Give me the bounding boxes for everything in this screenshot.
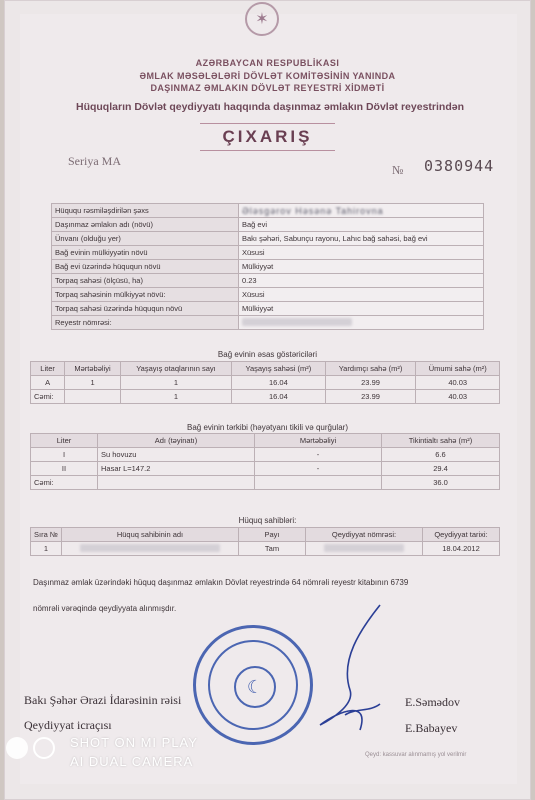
info-value: Xüsusi xyxy=(239,288,484,302)
info-value: Mülkiyyət xyxy=(239,302,484,316)
registration-text-line1: Daşınmaz əmlak üzərindəki hüquq daşınmaz əmlakın Dövlət reyestrində 64 nömrəli reyestr kitabının 6739 xyxy=(33,578,409,587)
number-label: № xyxy=(392,163,404,177)
col-header: Yardımçı sahə (m²) xyxy=(325,362,416,376)
owners-table xyxy=(30,527,500,556)
structure-table-caption: Bağ evinin tərkibi (həyətyanı tikili və qurğular) xyxy=(187,423,348,432)
total-row: Cəmi: 36.0 xyxy=(31,476,500,490)
info-row xyxy=(52,302,484,316)
info-label: Ünvanı (olduğu yer) xyxy=(52,232,239,246)
col-header: Liter xyxy=(31,362,65,376)
info-value: 0.23 xyxy=(239,274,484,288)
table-row: 1 Tam 18.04.2012 xyxy=(31,542,500,556)
office-signatory-name: E.Səmədov xyxy=(405,695,460,709)
info-label: Hüququ rəsmiləşdirilən şəxs xyxy=(52,204,239,218)
camera-watermark-dot-icon xyxy=(6,737,28,759)
info-label: Daşınmaz əmlakın adı (növü) xyxy=(52,218,239,232)
camera-watermark-ring-icon xyxy=(33,737,55,759)
owners-table-caption: Hüquq sahibləri: xyxy=(238,516,297,525)
info-label: Torpaq sahəsi (ölçüsü, ha) xyxy=(52,274,239,288)
signature-icon xyxy=(300,600,420,740)
republic-heading: AZƏRBAYCAN RESPUBLİKASI xyxy=(195,58,340,68)
col-header: Qeydiyyat tarixi: xyxy=(423,528,500,542)
col-header: Mərtəbəliyi xyxy=(255,434,382,448)
info-table xyxy=(51,203,484,330)
watermark-line2: AI DUAL CAMERA xyxy=(70,754,194,769)
col-header: Tikintialtı sahə (m²) xyxy=(382,434,500,448)
info-value: Mülkiyyət xyxy=(239,260,484,274)
registration-text-line2: nömrəli vərəqində qeydiyyata alınmışdır. xyxy=(33,604,177,613)
info-row xyxy=(52,218,484,232)
info-value: Ələsgərov Həsənə Tahirovna xyxy=(239,204,484,218)
document-title: ÇIXARIŞ xyxy=(200,123,335,151)
table-row: A 1 1 16.04 23.99 40.03 xyxy=(31,376,500,390)
document-number: 0380944 xyxy=(424,157,495,175)
col-header: Qeydiyyat nömrəsi: xyxy=(306,528,423,542)
info-label: Torpaq sahəsi üzərində hüququn növü xyxy=(52,302,239,316)
col-header: Ümumi sahə (m²) xyxy=(416,362,500,376)
col-header: Yaşayış sahəsi (m²) xyxy=(232,362,326,376)
office-signature-label: Bakı Şəhər Ərazi İdarəsinin rəisi xyxy=(24,693,182,707)
col-header: Hüquq sahibinin adı xyxy=(62,528,239,542)
footnote: Qeyd: kassuvar alınmamış yol verilmir xyxy=(365,752,467,758)
info-row xyxy=(52,204,484,218)
table-row: I Su hovuzu - 6.6 xyxy=(31,448,500,462)
info-row xyxy=(52,246,484,260)
info-label: Bağ evi üzərində hüququn növü xyxy=(52,260,239,274)
structure-table xyxy=(30,433,500,490)
official-stamp-icon: ☾ xyxy=(193,625,313,745)
col-header: Adı (təyinatı) xyxy=(98,434,255,448)
col-header: Sıra № xyxy=(31,528,62,542)
total-row: Cəmi: 1 16.04 23.99 40.03 xyxy=(31,390,500,404)
info-label: Reyestr nömrəsi: xyxy=(52,316,239,330)
col-header: Mərtəbəliyi xyxy=(65,362,121,376)
document-subtitle: Hüquqların Dövlət qeydiyyatı haqqında daşınmaz əmlakın Dövlət reyestrindən xyxy=(75,101,464,113)
col-header: Liter xyxy=(31,434,98,448)
info-label: Bağ evinin mülkiyyətin növü xyxy=(52,246,239,260)
main-table-caption: Bağ evinin əsas göstəriciləri xyxy=(217,350,318,359)
series-label: Seriya MA xyxy=(68,154,121,168)
info-value xyxy=(239,316,484,330)
col-header: Yaşayış otaqlarının sayı xyxy=(120,362,231,376)
info-label: Torpaq sahəsinin mülkiyyət növü: xyxy=(52,288,239,302)
info-row xyxy=(52,274,484,288)
info-value: Bağ evi xyxy=(239,218,484,232)
registrar-signature-label: Qeydiyyat icraçısı xyxy=(24,718,112,732)
registrar-name: E.Babayev xyxy=(405,721,458,735)
info-value: Xüsusi xyxy=(239,246,484,260)
watermark-line1: SHOT ON MI PLAY xyxy=(70,735,198,750)
coat-of-arms-icon: ✶ xyxy=(245,2,279,36)
service-heading: DAŞINMAZ ƏMLAKIN DÖVLƏT REYESTRİ XİDMƏTİ xyxy=(150,83,385,93)
main-indicators-table xyxy=(30,361,500,404)
col-header: Payı xyxy=(239,528,306,542)
table-row: II Hasar L=147.2 - 29.4 xyxy=(31,462,500,476)
info-row xyxy=(52,260,484,274)
info-row xyxy=(52,316,484,330)
info-row xyxy=(52,288,484,302)
info-row xyxy=(52,232,484,246)
info-value: Bakı şəhəri, Sabunçu rayonu, Lahıc bağ sahəsi, bağ evi xyxy=(239,232,484,246)
committee-heading: ƏMLAK MƏSƏLƏLƏRİ DÖVLƏT KOMİTƏSİNİN YANINDA xyxy=(139,71,396,81)
